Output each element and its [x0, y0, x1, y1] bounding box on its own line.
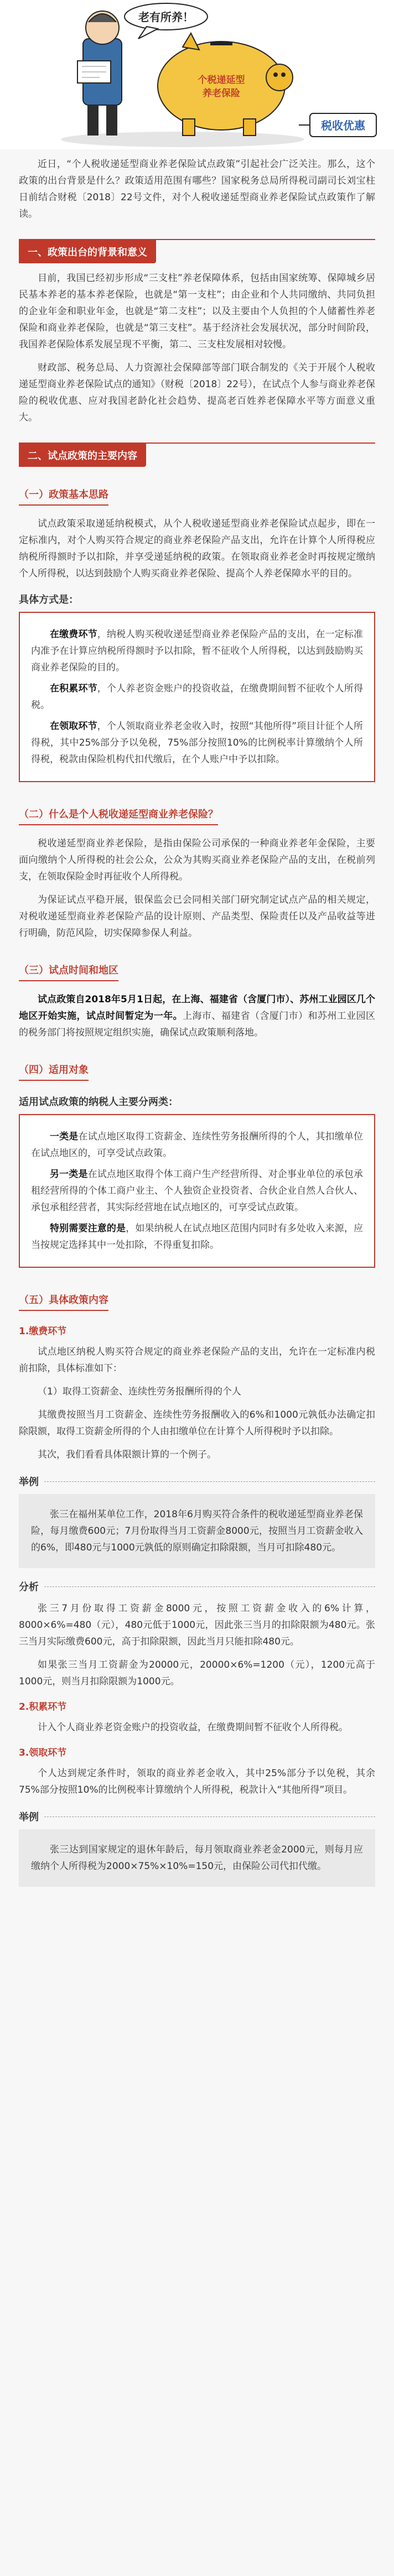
highlight-box — [19, 612, 375, 782]
paragraph: 计入个人商业养老资金账户的投资收益，在缴费期间暂不征收个人所得税。 — [38, 1722, 348, 1733]
box-lead: 特别需要注意的是 — [50, 1223, 126, 1234]
box-paragraph — [31, 680, 363, 714]
intro-paragraph: 近日，“个人税收递延型商业养老保险试点政策”引起社会广泛关注。那么，这个政策的出台背景是什么？政策适用范围有哪些？国家税务总局所得税司副司长刘宝柱日前结合财税〔2018〕22号文件，对个人税收递延型商业养老保险试点政策作了解读。 — [19, 159, 375, 220]
box-paragraph — [31, 1220, 363, 1253]
highlight-box — [19, 1114, 375, 1268]
paragraph: 试点地区纳税人购买符合规定的商业养老保险产品的支出，允许在一定标准内税前扣除，具体标准如下： — [19, 1346, 375, 1374]
box-text: 在试点地区取得工资薪金、连续性劳务报酬所得的个人，其扣缴单位在试点地区的，可享受试点政策。 — [31, 1131, 363, 1159]
box-paragraph — [31, 626, 363, 676]
bubble-text: 老有所养！ — [138, 11, 194, 24]
paragraph: 财政部、税务总局、人力资源社会保障部等部门联合制发的《关于开展个人税收递延型商业养老保险试点的通知》（财税〔2018〕22号），在试点个人参与商业养老保险的税收优惠、应对我国老龄化社会趋势、提高老百姓养老保障水平等方面意义重大。 — [19, 362, 375, 423]
example-text: 张三在福州某单位工作，2018年6月购买符合条件的税收递延型商业养老保险，每月缴费600元；7月份取得当月工资薪金8000元，按照当月工资薪金收入的6%，即480元与1000元孰低的原则确定扣除限额，当月可扣除480元。 — [31, 1509, 363, 1553]
item-title: 3.领取环节 — [19, 1747, 67, 1758]
box-text: 在试点地区取得个体工商户生产经营所得、对企事业单位的承包承租经营所得的个体工商户业主、个人独资企业投资者、合伙企业自然人合伙人、承包承租经营者，其实际经营地在试点地区的，可享受试点政策。 — [31, 1169, 363, 1213]
box-lead: 在领取环节 — [50, 721, 97, 732]
pig-label-line2: 养老保险 — [203, 88, 240, 99]
paragraph: 其缴费按照当月工资薪金、连续性劳务报酬收入的6%和1000元孰低办法确定扣除限额，取得工资薪金所得的个人由扣缴单位在计算个人所得税时予以扣除。 — [19, 1409, 375, 1437]
cartoon-illustration — [0, 0, 394, 149]
box-lead: 一类是 — [50, 1131, 79, 1142]
subsection-title: （五）具体政策内容 — [19, 1290, 108, 1311]
tag-text: 税收优惠 — [321, 119, 365, 132]
subsection-title: （二）什么是个人税收递延型商业养老保险？ — [19, 804, 218, 825]
analysis-paragraph: 张三7月份取得工资薪金8000元，按照工资薪金收入的6%计算，8000×6%=480（元），480元低于1000元，因此张三当月的扣除限额为480元。张三当月实际缴费600元，高于扣除限额，因此当月只能扣除480元。 — [19, 1603, 375, 1647]
paragraph: 为保证试点平稳开展，银保监会已会同相关部门研究制定试点产品的相关规定，对税收递延型商业养老保险产品的设计原则、产品类型、保险责任以及产品收益等进行明确，防范风险，切实保障参保人利益。 — [19, 894, 375, 939]
bold-heading: 适用试点政策的纳税人主要分两类： — [19, 1096, 178, 1108]
paragraph-rest: 上海市、福建省（含厦门市）和苏州工业园区的税务部门将按照规定组织实施，确保试点政策顺利落地。 — [19, 1011, 376, 1038]
paragraph: 个人达到规定条件时，领取的商业养老金收入，其中25%部分予以免税，其余75%部分按照10%的比例税率计算缴纳个人所得税，税款计入“其他所得”项目。 — [19, 1768, 375, 1796]
section-2 — [19, 443, 375, 467]
box-paragraph — [31, 1166, 363, 1216]
subsection-title: （四）适用对象 — [19, 1060, 89, 1081]
box-lead: 另一类是 — [50, 1169, 88, 1180]
box-paragraph — [31, 1128, 363, 1162]
subsection-title: （一）政策基本思路 — [19, 485, 108, 506]
box-text: ，个人领取商业养老金收入时，按照“其他所得”项目计征个人所得税，其中25%部分予以免税，75%部分按照10%的比例税率计算缴纳个人所得税，税款由保险机构代扣代缴后，在个人账户中予以扣除。 — [31, 721, 363, 765]
box-text: ，纳税人购买税收递延型商业养老保险产品的支出，在一定标准内准予在计算应纳税所得额时予以扣除，暂不征收个人所得税，以达到鼓励购买商业养老保险的目的。 — [31, 629, 363, 673]
pig-label-line1: 个税递延型 — [198, 75, 245, 86]
item-title: 1.缴费环节 — [19, 1326, 67, 1337]
bold-heading: 具体方式是： — [19, 594, 79, 606]
box-text: ，个人养老资金账户的投资收益，在缴费期间暂不征收个人所得税。 — [31, 683, 363, 711]
item-title: 2.积累环节 — [19, 1701, 67, 1713]
example-text: 张三达到国家规定的退休年龄后，每月领取商业养老金2000元，则每月应缴纳个人所得税为2000×75%×10%=150元，由保险公司代扣代缴。 — [31, 1844, 363, 1872]
article-body — [0, 156, 394, 1919]
section-1 — [19, 239, 375, 263]
paragraph: 其次，我们看看具体限额计算的一个例子。 — [38, 1449, 216, 1460]
analysis-paragraph: 如果张三当月工资薪金为20000元，20000×6%=1200（元），1200元高于1000元，则当月扣除限额为1000元。 — [19, 1659, 375, 1687]
box-lead: 在缴费环节 — [50, 629, 97, 640]
example-label: 举例 — [19, 1474, 375, 1489]
paragraph — [19, 991, 375, 1041]
example-label: 举例 — [19, 1809, 375, 1824]
section-title: 一、政策出台的背景和意义 — [19, 240, 156, 263]
paragraph: 目前，我国已经初步形成“三支柱”养老保障体系，包括由国家统筹、保障城乡居民基本养老的基本养老保险，也就是“第一支柱”；由企业和个人共同缴纳、共同负担的企业年金和职业年金，也就是“第二支柱”；以及主要由个人负担的个人储蓄性养老保险和商业养老保险，也就是“第三支柱”。基于经济社会发展状况，部分时间阶段，我国养老保险体系发展呈现不平衡，第二、三支柱发展相对较慢。 — [19, 273, 375, 350]
box-text: ，如果纳税人在试点地区范围内同时有多处收入来源，应当按规定选择其中一处扣除，不得重复扣除。 — [31, 1223, 363, 1251]
paragraph: （1）取得工资薪金、连续性劳务报酬所得的个人 — [38, 1386, 241, 1397]
example-box — [19, 1829, 375, 1887]
example-box — [19, 1494, 375, 1568]
paragraph: 试点政策采取递延纳税模式，从个人税收递延型商业养老保险试点起步，即在一定标准内，对个人购买符合规定的商业养老保险产品支出，允许在计算个人所得税应纳税所得额时予以扣除，并享受递延纳税的政策。在领取商业养老金时再按规定缴纳个人所得税，以达到鼓励个人购买商业养老保险、提高个人养老保障水平的目的。 — [19, 518, 375, 579]
section-title: 二、试点政策的主要内容 — [19, 444, 146, 467]
bold-lead: 试点政策自2018年5月1日起，在上海、福建省（含厦门市）、苏州工业园区几个地区开始实施，试点时间暂定为一年。 — [19, 994, 375, 1022]
analysis-label: 分析 — [19, 1579, 375, 1594]
box-paragraph — [31, 718, 363, 768]
paragraph: 税收递延型商业养老保险，是指由保险公司承保的一种商业养老年金保险，主要面向缴纳个人所得税的社会公众，公众为其购买商业养老保险产品的支出，在税前列支，在领取保险金时再征收个人所得税。 — [19, 838, 375, 882]
subsection-title: （三）试点时间和地区 — [19, 960, 118, 981]
box-lead: 在积累环节 — [50, 683, 97, 694]
hero-illustration — [0, 0, 394, 149]
